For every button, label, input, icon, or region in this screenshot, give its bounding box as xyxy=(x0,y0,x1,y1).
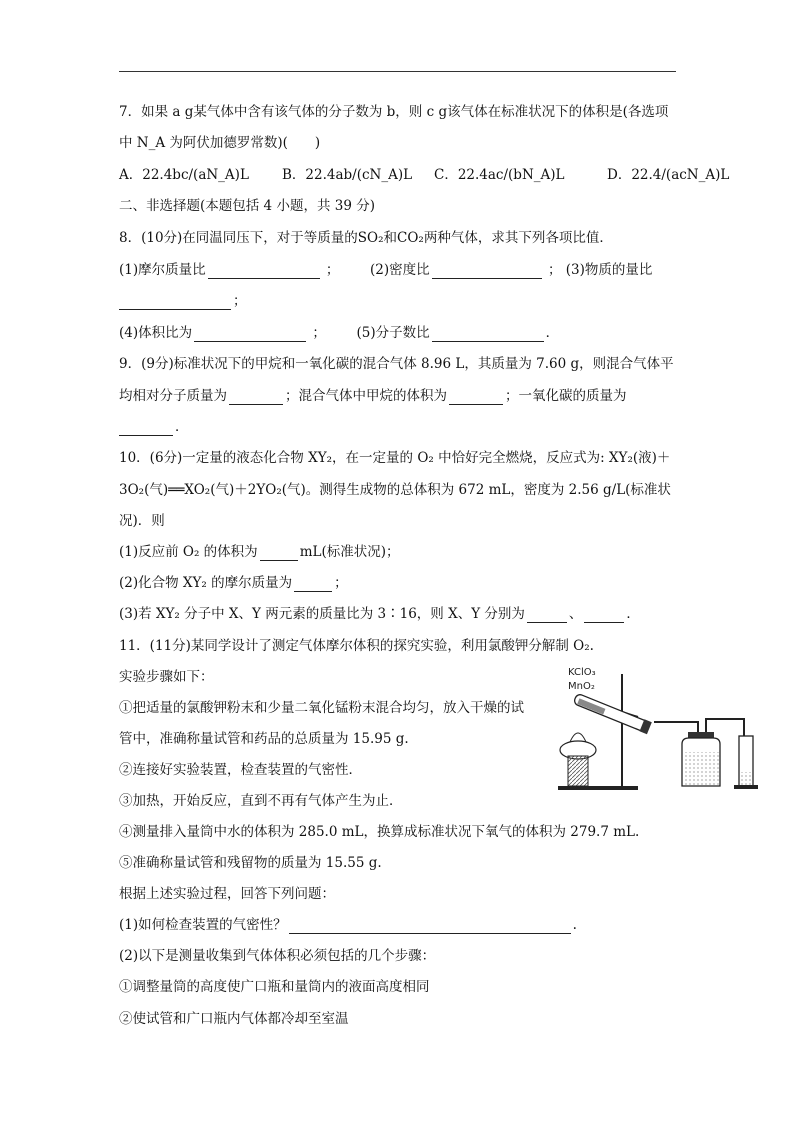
q7-line1: 7．如果 a g某气体中含有该气体的分子数为 b，则 c g该气体在标准状况下的体积是(各选项 xyxy=(119,104,669,120)
answer-blank[interactable] xyxy=(527,608,567,623)
q10-line2: 3O₂(气)══XO₂(气)＋2YO₂(气)。测得生成物的总体积为 672 mL，密度为 2.56 g/L(标准状 xyxy=(119,482,671,498)
answer-blank[interactable] xyxy=(584,608,624,623)
section-title: 二、非选择题(本题包括 4 小题，共 39 分) xyxy=(119,198,375,214)
answer-blank[interactable] xyxy=(119,295,231,310)
period: ． xyxy=(175,419,189,435)
q10-line3: 况)．则 xyxy=(119,513,165,529)
q8-row2 xyxy=(119,292,247,310)
q11-step1a: ①把适量的氯酸钾粉末和少量二氧化锰粉末混合均匀，放入干燥的试 xyxy=(119,700,524,716)
separator: ； xyxy=(312,325,326,341)
q11-step5: ⑤准确称量试管和残留物的质量为 15.55 g. xyxy=(119,855,382,871)
q9-text-c: ；一氧化碳的质量为 xyxy=(505,388,627,404)
q10-part2 xyxy=(119,574,348,592)
answer-blank[interactable] xyxy=(294,577,332,592)
q10-line1: 10．(6分)一定量的液态化合物 XY₂，在一定量的 O₂ 中恰好完全燃烧，反应式为: XY₂(液)＋ xyxy=(119,450,671,466)
q9-text-b: ；混合气体中甲烷的体积为 xyxy=(285,388,447,404)
separator: ； xyxy=(547,262,562,278)
answer-blank[interactable] xyxy=(208,264,320,279)
separator: ； xyxy=(325,262,340,278)
q10-part1 xyxy=(119,543,400,561)
q8-stem: 8．(10分)在同温同压下，对于等质量的SO₂和CO₂两种气体，求其下列各项比值． xyxy=(119,230,613,246)
q9-text-a: 均相对分子质量为 xyxy=(119,388,227,404)
q9-line2 xyxy=(119,387,627,405)
q11-q2-step1: ①调整量筒的高度使广口瓶和量筒内的液面高度相同 xyxy=(119,979,430,995)
q8-part1: (1)摩尔质量比 xyxy=(119,262,206,278)
q8-part4: (4)体积比为 xyxy=(119,325,193,341)
q8-part5: (5)分子数比 xyxy=(356,325,430,341)
q10-part1-unit: mL(标准状况)； xyxy=(299,544,400,560)
figure-label-kclo3: KClO₃ xyxy=(568,667,596,678)
answer-blank[interactable] xyxy=(229,390,283,405)
q8-row1 xyxy=(119,261,652,279)
q8-part3: (3)物质的量比 xyxy=(565,262,653,278)
q10-part3-text: (3)若 XY₂ 分子中 X、Y 两元素的质量比为 3∶16，则 X、Y 分别为 xyxy=(119,606,525,622)
q9-line1: 9．(9分)标准状况下的甲烷和一氧化碳的混合气体 8.96 L，其质量为 7.60 g，则混合气体平 xyxy=(119,356,674,372)
q10-part1-text: (1)反应前 O₂ 的体积为 xyxy=(119,544,258,560)
q9-line3 xyxy=(119,418,189,436)
q11-q2-step2: ②使试管和广口瓶内气体都冷却至室温 xyxy=(119,1011,349,1027)
apparatus-figure xyxy=(548,662,763,798)
separator: ； xyxy=(233,293,247,309)
q8-row3 xyxy=(119,324,559,342)
q11-step3: ③加热，开始反应，直到不再有气体产生为止． xyxy=(119,793,403,809)
separator: 、 xyxy=(568,606,583,622)
q7-option-c: C．22.4ac/(bN_A)L xyxy=(434,167,565,183)
period: . xyxy=(572,917,577,933)
answer-blank[interactable] xyxy=(260,546,298,561)
answer-blank[interactable] xyxy=(449,390,503,405)
q10-part3 xyxy=(119,605,640,623)
answer-blank[interactable] xyxy=(432,327,544,342)
q11-step1b: 管中，准确称量试管和药品的总质量为 15.95 g. xyxy=(119,731,409,747)
answer-blank[interactable] xyxy=(194,327,306,342)
separator: ； xyxy=(334,575,348,591)
answer-blank[interactable] xyxy=(432,264,542,279)
header-rule xyxy=(119,71,676,72)
q7-option-d: D．22.4/(acN_A)L xyxy=(607,167,730,183)
q11-q1-text: (1)如何检查装置的气密性？ xyxy=(119,917,287,933)
q11-answer-prompt: 根据上述实验过程，回答下列问题： xyxy=(119,886,335,902)
q11-step2: ②连接好实验装置，检查装置的气密性． xyxy=(119,762,362,778)
q11-question1 xyxy=(119,916,577,934)
q7-option-a: A．22.4bc/(aN_A)L xyxy=(119,167,249,183)
q11-steps-title: 实验步骤如下： xyxy=(119,669,214,685)
period: ． xyxy=(545,325,560,341)
figure-label-mno2: MnO₂ xyxy=(568,681,595,692)
q7-line2: 中 N_A 为阿伏加德罗常数)( ) xyxy=(119,135,321,151)
q7-option-b: B．22.4ab/(cN_A)L xyxy=(282,167,413,183)
answer-blank[interactable] xyxy=(289,919,571,934)
period: ． xyxy=(626,606,640,622)
q11-stem: 11．(11分)某同学设计了测定气体摩尔体积的探究实验，利用氯酸钾分解制 O₂. xyxy=(119,638,594,654)
q10-part2-text: (2)化合物 XY₂ 的摩尔质量为 xyxy=(119,575,293,591)
answer-blank[interactable] xyxy=(119,421,173,436)
q11-step4: ④测量排入量筒中水的体积为 285.0 mL，换算成标准状况下氧气的体积为 279.7 mL. xyxy=(119,824,640,840)
q11-question2: (2)以下是测量收集到气体体积必须包括的几个步骤： xyxy=(119,948,436,964)
q8-part2: (2)密度比 xyxy=(370,262,430,278)
